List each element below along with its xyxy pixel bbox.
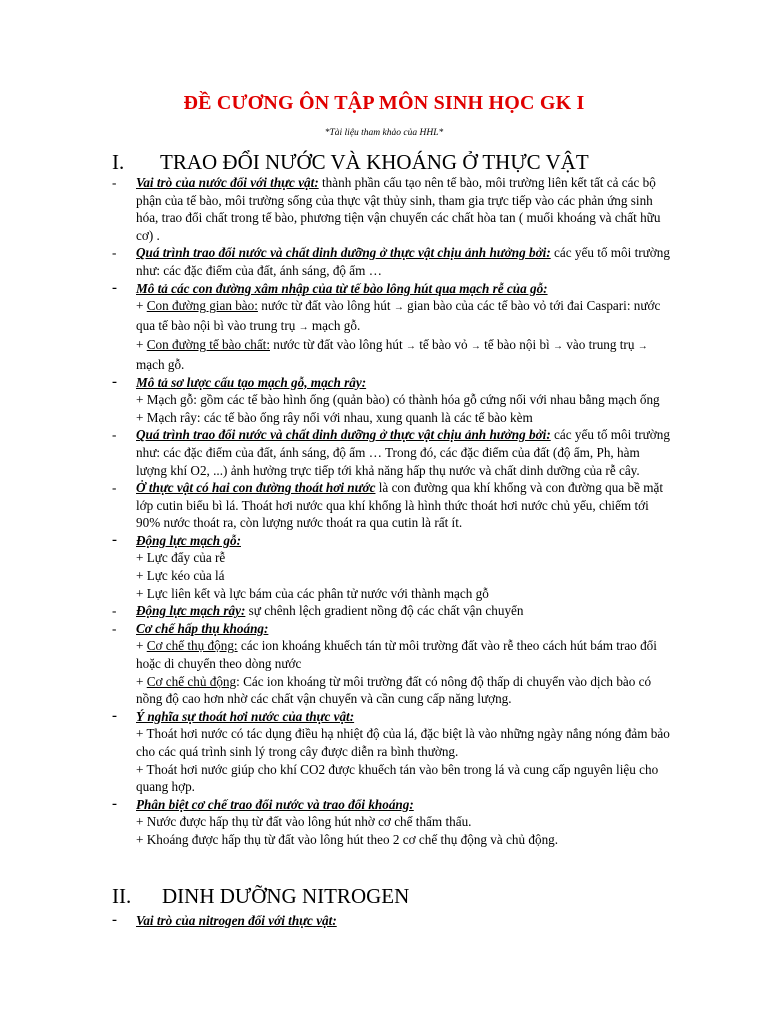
arrow-icon: → [470,341,481,353]
item-label: Ở thực vật có hai con đường thoát hơi nước [136,480,376,496]
sub-text: tế bào vỏ [415,337,471,353]
sub-item: + Lực liên kết và lực bám của các phân tử nước với thành mạch gỗ [136,585,489,601]
item-label: Động lực mạch rây: [136,603,246,619]
sub-prefix: + [136,638,147,654]
bullet-dash: - [112,245,117,261]
sub-item [136,673,672,708]
section-heading-1 [112,150,589,175]
section-number: I. [112,150,125,174]
section-heading-2 [112,884,409,909]
sub-text: : Các ion khoáng từ môi trường đất có nông độ thấp di chuyển vào dịch bào có nồng độ cao hơn nhờ các chất vận chuyển và cần cung cấp năng lượng. [136,673,652,707]
sub-item: + Mạch rây: các tế bào ống rây nối với nhau, xung quanh là các tế bào kèm [136,409,533,425]
sub-label: Cơ chế chủ động [146,673,237,689]
sub-prefix: + [136,337,147,353]
bullet-dash: - [112,795,117,812]
sub-item [136,297,672,336]
bullet-dash: - [112,912,117,928]
sub-text: vào trung trụ [563,337,638,353]
item-text: là con đường qua khí khổng và con đường qua bề mặt lớp cutin biểu bì lá. Thoát hơi nước qua khí khổng là hình thức thoát hơi nước chủ yếu, chiếm tới 90% nước thoát ra, còn lượng nước thoát ra qua cutin là rất ít. [136,480,664,531]
list-item [112,620,672,708]
bullet-dash: - [112,373,117,390]
sub-item: + Thoát hơi nước giúp cho khí CO2 được khuếch tán vào bên trong lá và cung cấp nguyên liệu cho quang hợp. [136,761,659,795]
sub-label: Con đường gian bào: [146,298,258,314]
sub-item: + Nước được hấp thụ từ đất vào lông hút nhờ cơ chế thẩm thấu. [136,814,472,830]
sub-item: + Thoát hơi nước có tác dụng điều hạ nhiệt độ của lá, đặc biệt là vào những ngày nắng nóng đảm bảo cho các quá trình sinh lý trong cây được diễn ra bình thường. [136,726,670,759]
section-1-body [112,174,672,849]
arrow-icon: → [393,302,404,314]
item-label: Phân biệt cơ chế trao đổi nước và trao đổi khoáng: [136,796,414,812]
item-label: Vai trò của nước đối với thực vật: [136,175,319,190]
sub-text: tế bào nội bì [480,337,553,353]
arrow-icon: → [553,341,563,353]
arrow-icon: → [405,341,416,353]
sub-item: + Khoáng được hấp thụ từ đất vào lông hút theo 2 cơ chế thụ động và chủ động. [136,831,559,847]
arrow-icon: → [637,341,648,353]
sub-label: Con đường tế bào chất: [146,337,270,353]
section-title: DINH DƯỠNG NITROGEN [162,884,410,908]
bullet-dash: - [112,175,117,190]
bullet-dash: - [112,603,117,619]
list-item [112,532,672,602]
list-item [112,280,672,374]
sub-item: + Lực kéo của lá [136,568,225,584]
bullet-dash: - [112,480,117,496]
sub-item: + Lực đẩy của rễ [136,550,226,566]
item-label: Vai trò của nitrogen đối với thực vật: [136,913,337,928]
item-text: thành phần cấu tạo nên tế bào, môi trường liên kết tất cả các bộ phận của tế bào, môi trường sống của thực vật thủy sinh, tham gia trực tiếp vào các phản ứng sinh hóa, trao đổi chất trong tế bào, phương tiện vận chuyển các chất hòa tan ( muối khoáng và chất hữu cơ) . [136,175,661,243]
list-item [112,796,672,849]
list-item [112,244,672,279]
item-label: Động lực mạch gỗ: [136,532,241,548]
item-text: sự chênh lệch gradient nồng độ các chất vận chuyển [245,603,524,619]
item-label: Quá trình trao đổi nước và chất dinh dưỡng ở thực vật chịu ảnh hưởng bởi: [136,245,551,261]
document-subtitle: *Tài liệu tham khảo của HHL* [324,128,444,138]
section-number: II. [112,884,132,908]
sub-text: gian bào của các tế bào vỏ tới đai Caspari: nước qua tế bào nội bì vào trung trụ [136,298,661,333]
bullet-dash: - [112,707,117,724]
sub-text: các ion khoáng khuếch tán từ môi trường đất vào rễ theo cách hút bám trao đổi hoặc di chuyển theo dòng nước [136,638,657,672]
item-label: Quá trình trao đổi nước và chất dinh dưỡng ở thực vật chịu ảnh hưởng bởi: [136,427,551,443]
sub-prefix: + [136,298,147,314]
sub-item [136,336,672,373]
bullet-dash: - [112,279,117,296]
item-label: Ý nghĩa sự thoát hơi nước của thực vật: [136,708,355,724]
item-label: Mô tả sơ lược cấu tạo mạch gỗ, mạch rây: [136,374,367,390]
list-item [112,479,672,532]
sub-prefix: + [136,673,147,689]
section-title: TRAO ĐỔI NƯỚC VÀ KHOÁNG Ở THỰC VẬT [160,150,589,174]
item-label: Cơ chế hấp thụ khoáng: [136,620,269,636]
list-item [112,912,672,930]
item-text: các yếu tố môi trường như: các đặc điểm của đất, ánh sáng, độ ẩm … [136,245,670,278]
section-2-body [112,912,672,930]
sub-text: mạch gỗ. [308,317,361,333]
sub-label: Cơ chế thụ động: [146,638,238,654]
document-title: ĐỀ CƯƠNG ÔN TẬP MÔN SINH HỌC GK I [183,92,585,114]
sub-item [136,637,672,672]
bullet-dash: - [112,620,117,636]
sub-text: nước từ đất vào lông hút [257,298,394,314]
sub-item: + Mạch gỗ: gồm các tế bào hình ống (quản bào) có thành hóa gỗ cứng nối với nhau bằng mạch ống [136,392,660,408]
bullet-dash: - [112,427,117,443]
sub-text: nước từ đất vào lông hút [270,337,406,353]
item-label: Mô tả các con đường xâm nhập của từ tế bào lông hút qua mạch rễ của gỗ: [136,280,548,296]
item-text: các yếu tố môi trường như: các đặc điểm của đất, ánh sáng, độ ẩm … Trong đó, các đặc điểm của đất (độ ẩm, Ph, hàm lượng khí O2, ...) ảnh hưởng trực tiếp tới khả năng hấp thụ nước và chất dinh dưỡng của rễ cây. [136,427,670,478]
list-item [112,708,672,796]
list-item [112,374,672,427]
list-item [112,602,672,620]
list-item [112,174,672,244]
bullet-dash: - [112,531,117,548]
list-item [112,426,672,479]
sub-text: mạch gỗ. [136,356,185,372]
arrow-icon: → [298,321,309,333]
